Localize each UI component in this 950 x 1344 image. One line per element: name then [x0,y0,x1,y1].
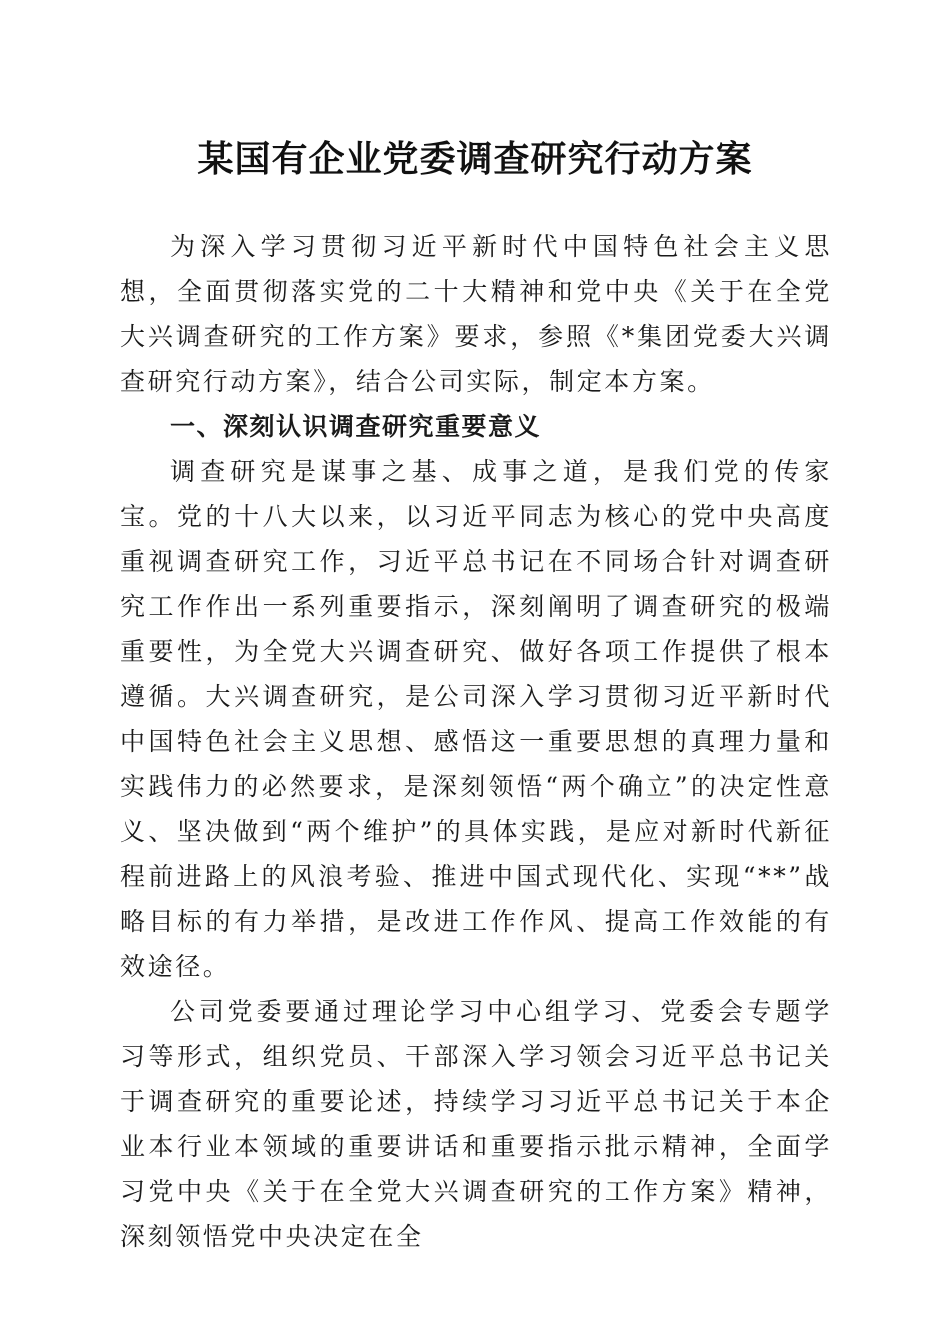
document-title: 某国有企业党委调查研究行动方案 [197,138,753,180]
body-paragraph: 调查研究是谋事之基、成事之道，是我们党的传家宝。党的十八大以来，以习近平同志为核心的党中央高度重视调查研究工作，习近平总书记在不同场合针对调查研究工作作出一系列重要指示，深刻阐明了调查研究的极端重要性，为全党大兴调查研究、做好各项工作提供了根本遵循。大兴调查研究，是公司深入学习贯彻习近平新时代中国特色社会主义思想、感悟这一重要思想的真理力量和实践伟力的必然要求，是深刻领悟“两个确立”的决定性意义、坚决做到“两个维护”的具体实践，是应对新时代新征程前进路上的风浪考验、推进中国式现代化、实现“**”战略目标的有力举措，是改进工作作风、提高工作效能的有效途径。 [120,457,832,981]
document-body [120,224,832,1259]
intro-paragraph: 为深入学习贯彻习近平新时代中国特色社会主义思想，全面贯彻落实党的二十大精神和党中央《关于在全党大兴调查研究的工作方案》要求，参照《*集团党委大兴调查研究行动方案》，结合公司实际，制定本方案。 [120,232,832,396]
section-heading-1: 一、深刻认识调查研究重要意义 [170,412,542,441]
body-paragraph: 公司党委要通过理论学习中心组学习、党委会专题学习等形式，组织党员、干部深入学习领会习近平总书记关于调查研究的重要论述，持续学习习近平总书记关于本企业本行业本领域的重要讲话和重要指示批示精神，全面学习党中央《关于在全党大兴调查研究的工作方案》精神，深刻领悟党中央决定在全 [120,997,832,1251]
